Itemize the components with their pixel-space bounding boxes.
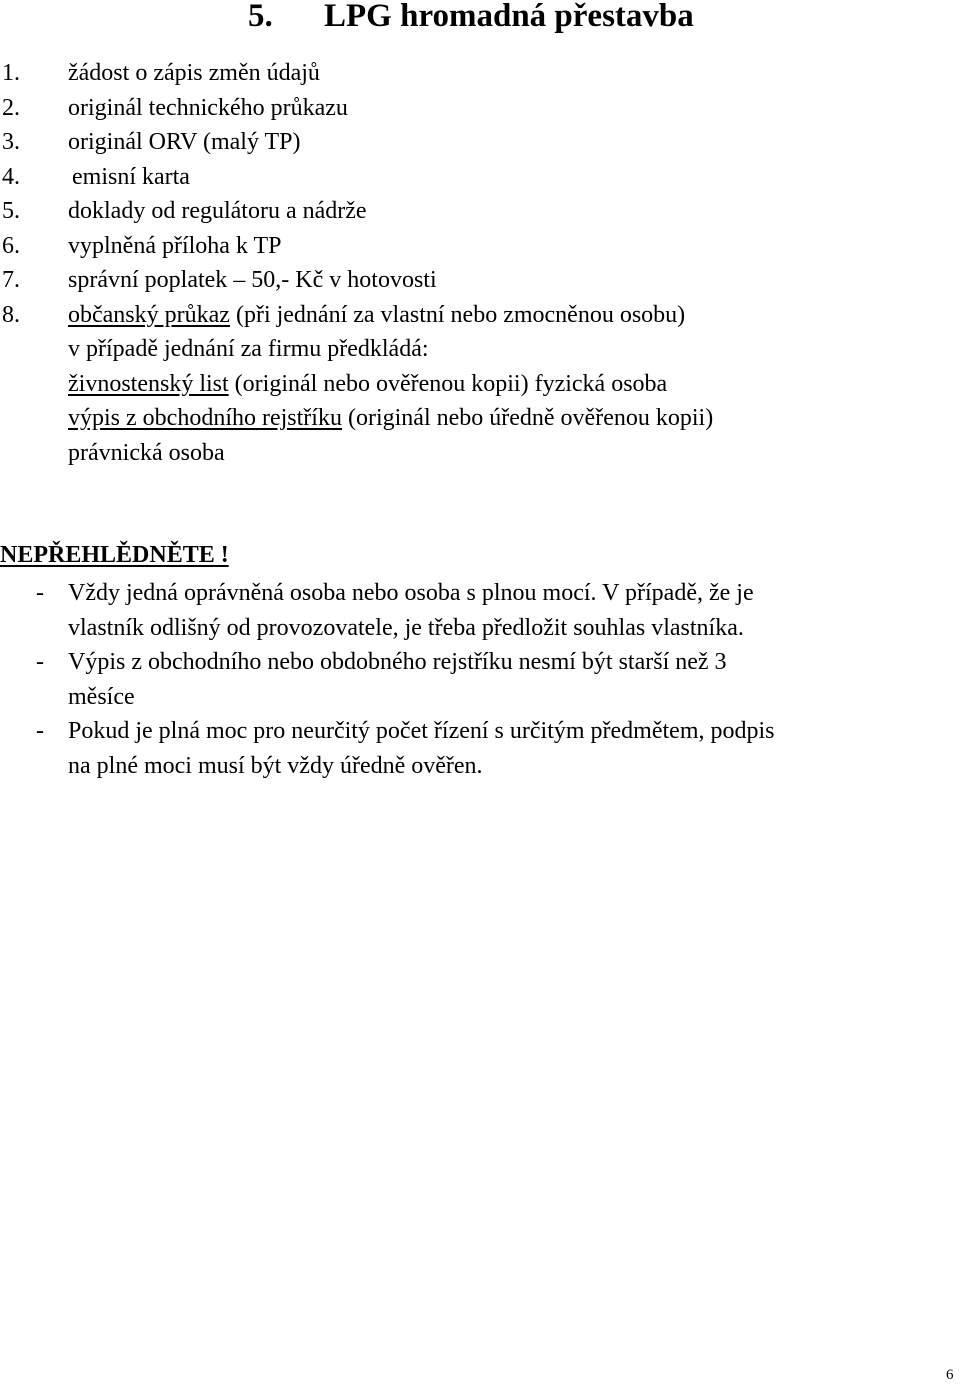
item-text: doklady od regulátoru a nádrže	[68, 198, 367, 224]
item-number: 1.	[2, 60, 20, 86]
register-extract-line	[68, 401, 713, 436]
list-item	[0, 194, 713, 229]
note-line: Výpis z obchodního nebo obdobného rejstříku nesmí být starší než 3	[68, 649, 727, 675]
item-text: emisní karta	[72, 163, 190, 190]
required-documents-list	[0, 56, 713, 470]
trade-license-note: (originál nebo ověřenou kopii) fyzická osoba	[228, 370, 668, 397]
note-line: Pokud je plná moc pro neurčitý počet řízení s určitým předmětem, podpis	[68, 718, 775, 744]
note-item	[0, 714, 958, 783]
item-number: 2.	[2, 94, 20, 121]
item-text-line	[68, 298, 713, 333]
list-item	[0, 229, 713, 264]
legal-entity-line: právnická osoba	[68, 439, 225, 466]
note-line: vlastník odlišný od provozovatele, je třeba předložit souhlas vlastníka.	[68, 614, 744, 641]
id-card-label: občanský průkaz	[68, 301, 230, 328]
note-item	[0, 645, 958, 714]
item-number: 5.	[2, 198, 20, 224]
item-number: 4.	[2, 163, 20, 190]
note-item	[0, 576, 958, 645]
note-dash: -	[36, 580, 44, 606]
list-item	[0, 91, 713, 126]
note-line: na plné moci musí být vždy úředně ověřen.	[68, 752, 483, 779]
item-text: žádost o zápis změn údajů	[68, 60, 320, 86]
item-number: 7.	[2, 267, 20, 293]
register-extract-note: (originál nebo úředně ověřenou kopii)	[341, 405, 714, 431]
id-card-note: (při jednání za vlastní nebo zmocněnou osobu)	[229, 301, 686, 328]
list-item	[0, 56, 713, 91]
section-number: 5.	[248, 0, 273, 34]
item-text: správní poplatek – 50,- Kč v hotovosti	[68, 267, 437, 293]
item-text: originál technického průkazu	[68, 94, 348, 121]
list-item	[0, 263, 713, 298]
note-line: Vždy jedná oprávněná osoba nebo osoba s plnou mocí. V případě, že je	[68, 580, 754, 606]
list-item	[0, 125, 713, 160]
trade-license-line	[68, 367, 713, 402]
item-number: 8.	[2, 301, 20, 328]
note-line: měsíce	[68, 683, 135, 710]
page-number: 6	[946, 1367, 954, 1383]
list-item-id-card	[0, 298, 713, 471]
section-heading	[248, 0, 694, 34]
note-dash: -	[36, 718, 44, 744]
note-dash: -	[36, 649, 44, 675]
company-intro-line: v případě jednání za firmu předkládá:	[68, 336, 429, 362]
item-text: originál ORV (malý TP)	[68, 129, 301, 155]
trade-license-label: živnostenský list	[68, 370, 229, 397]
item-number: 3.	[2, 129, 20, 155]
item-text: vyplněná příloha k TP	[68, 232, 282, 259]
warning-heading: NEPŘEHLĚDNĚTE !	[0, 542, 229, 568]
register-extract-label: výpis z obchodního rejstříku	[68, 405, 342, 431]
notes-list	[0, 576, 958, 783]
item-number: 6.	[2, 232, 20, 259]
list-item	[0, 160, 713, 195]
section-title: LPG hromadná přestavba	[324, 0, 694, 34]
